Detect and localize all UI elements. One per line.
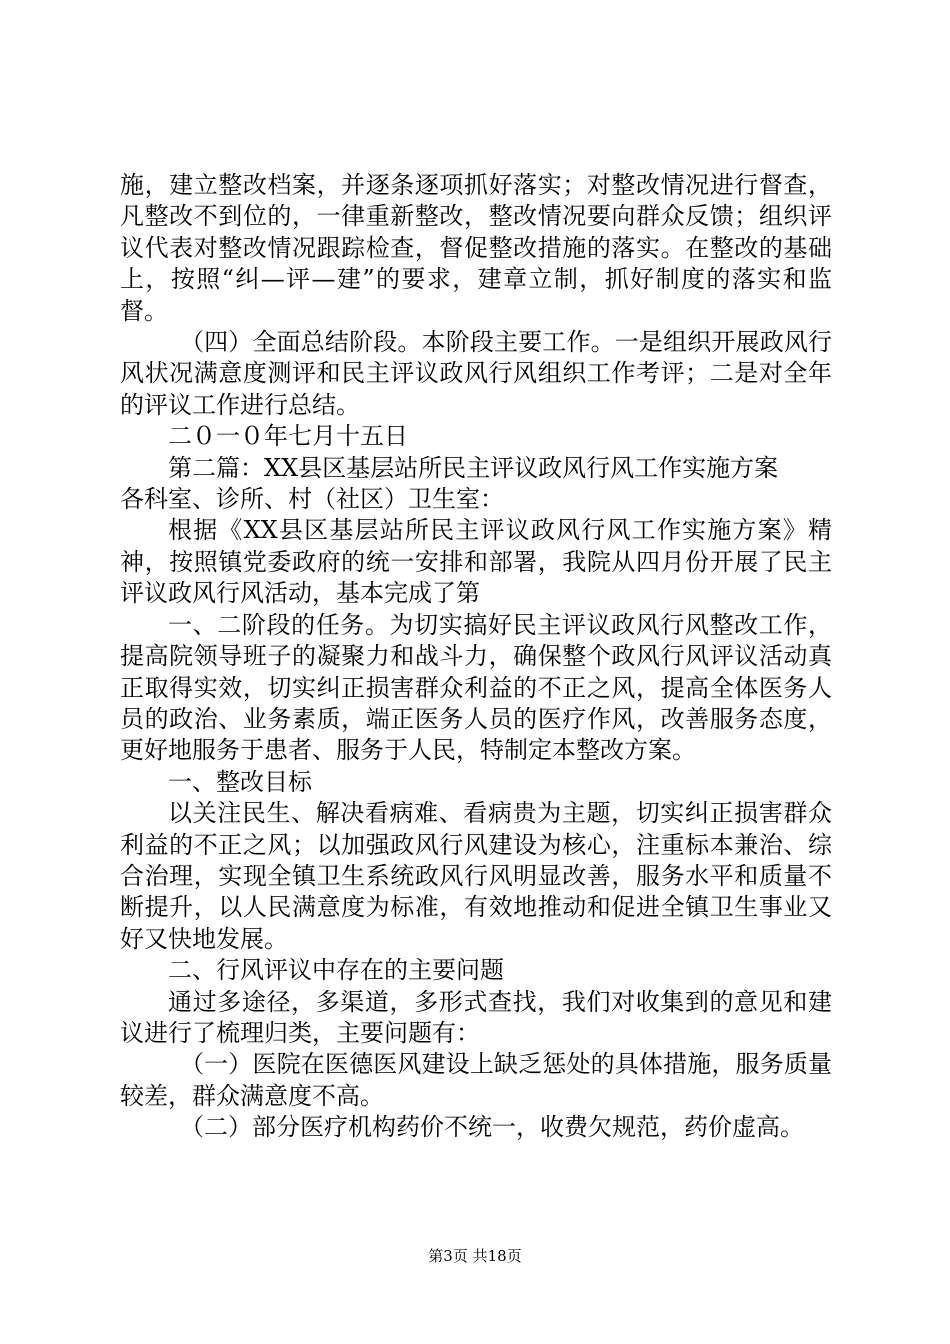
- paragraph-problem-two: （二）部分医疗机构药价不统一，收费欠规范，药价虚高。: [180, 1113, 804, 1142]
- heading-main-problems: 二、行风评议中存在的主要问题: [168, 956, 504, 985]
- paragraph-purpose: 一、二阶段的任务。为切实搞好民主评议政风行风整改工作，提高院领导班子的凝聚力和战斗力，确保整个政风行风评议活动真正取得实效，切实纠正损害群众利益的不正之风，提高全体医务人员的政治、业务素质，端正医务人员的医疗作风，改善服务态度，更好地服务于患者、服务于人民，特制定本整改方案。: [120, 610, 832, 765]
- paragraph-second-article-title: 第二篇：XX县区基层站所民主评议政风行风工作实施方案: [168, 453, 779, 482]
- document-body: [120, 170, 832, 1144]
- page-footer: 第3页 共18页: [428, 1247, 522, 1265]
- paragraph-addressees: 各科室、诊所、村（社区）卫生室：: [120, 485, 504, 514]
- paragraph-date: 二０一０年七月十五日: [168, 422, 408, 451]
- paragraph-problem-one: （一）医院在医德医风建设上缺乏惩处的具体措施，服务质量较差，群众满意度不高。: [120, 1050, 832, 1110]
- heading-rectification-goal: 一、整改目标: [168, 767, 312, 796]
- paragraph-summary-stage: （四）全面总结阶段。本阶段主要工作。一是组织开展政风行风状况满意度测评和民主评议政风行风组织工作考评；二是对全年的评议工作进行总结。: [120, 328, 832, 419]
- paragraph-problems-intro: 通过多途径，多渠道，多形式查找，我们对收集到的意见和建议进行了梳理归类，主要问题有：: [120, 987, 832, 1047]
- paragraph-rectification-continued: 施，建立整改档案，并逐条逐项抓好落实；对整改情况进行督查，凡整改不到位的，一律重新整改，整改情况要向群众反馈；组织评议代表对整改情况跟踪检查，督促整改措施的落实。在整改的基础上，按照“纠—评—建”的要求，建章立制，抓好制度的落实和监督。: [120, 171, 832, 325]
- paragraph-goal: 以关注民生、解决看病难、看病贵为主题，切实纠正损害群众利益的不正之风；以加强政风行风建设为核心，注重标本兼治、综合治理，实现全镇卫生系统政风行风明显改善，服务水平和质量不断提升，以人民满意度为标准，有效地推动和促进全镇卫生事业又好又快地发展。: [120, 799, 832, 953]
- paragraph-basis: 根据《XX县区基层站所民主评议政风行风工作实施方案》精神，按照镇党委政府的统一安排和部署，我院从四月份开展了民主评议政风行风活动，基本完成了第: [120, 516, 832, 608]
